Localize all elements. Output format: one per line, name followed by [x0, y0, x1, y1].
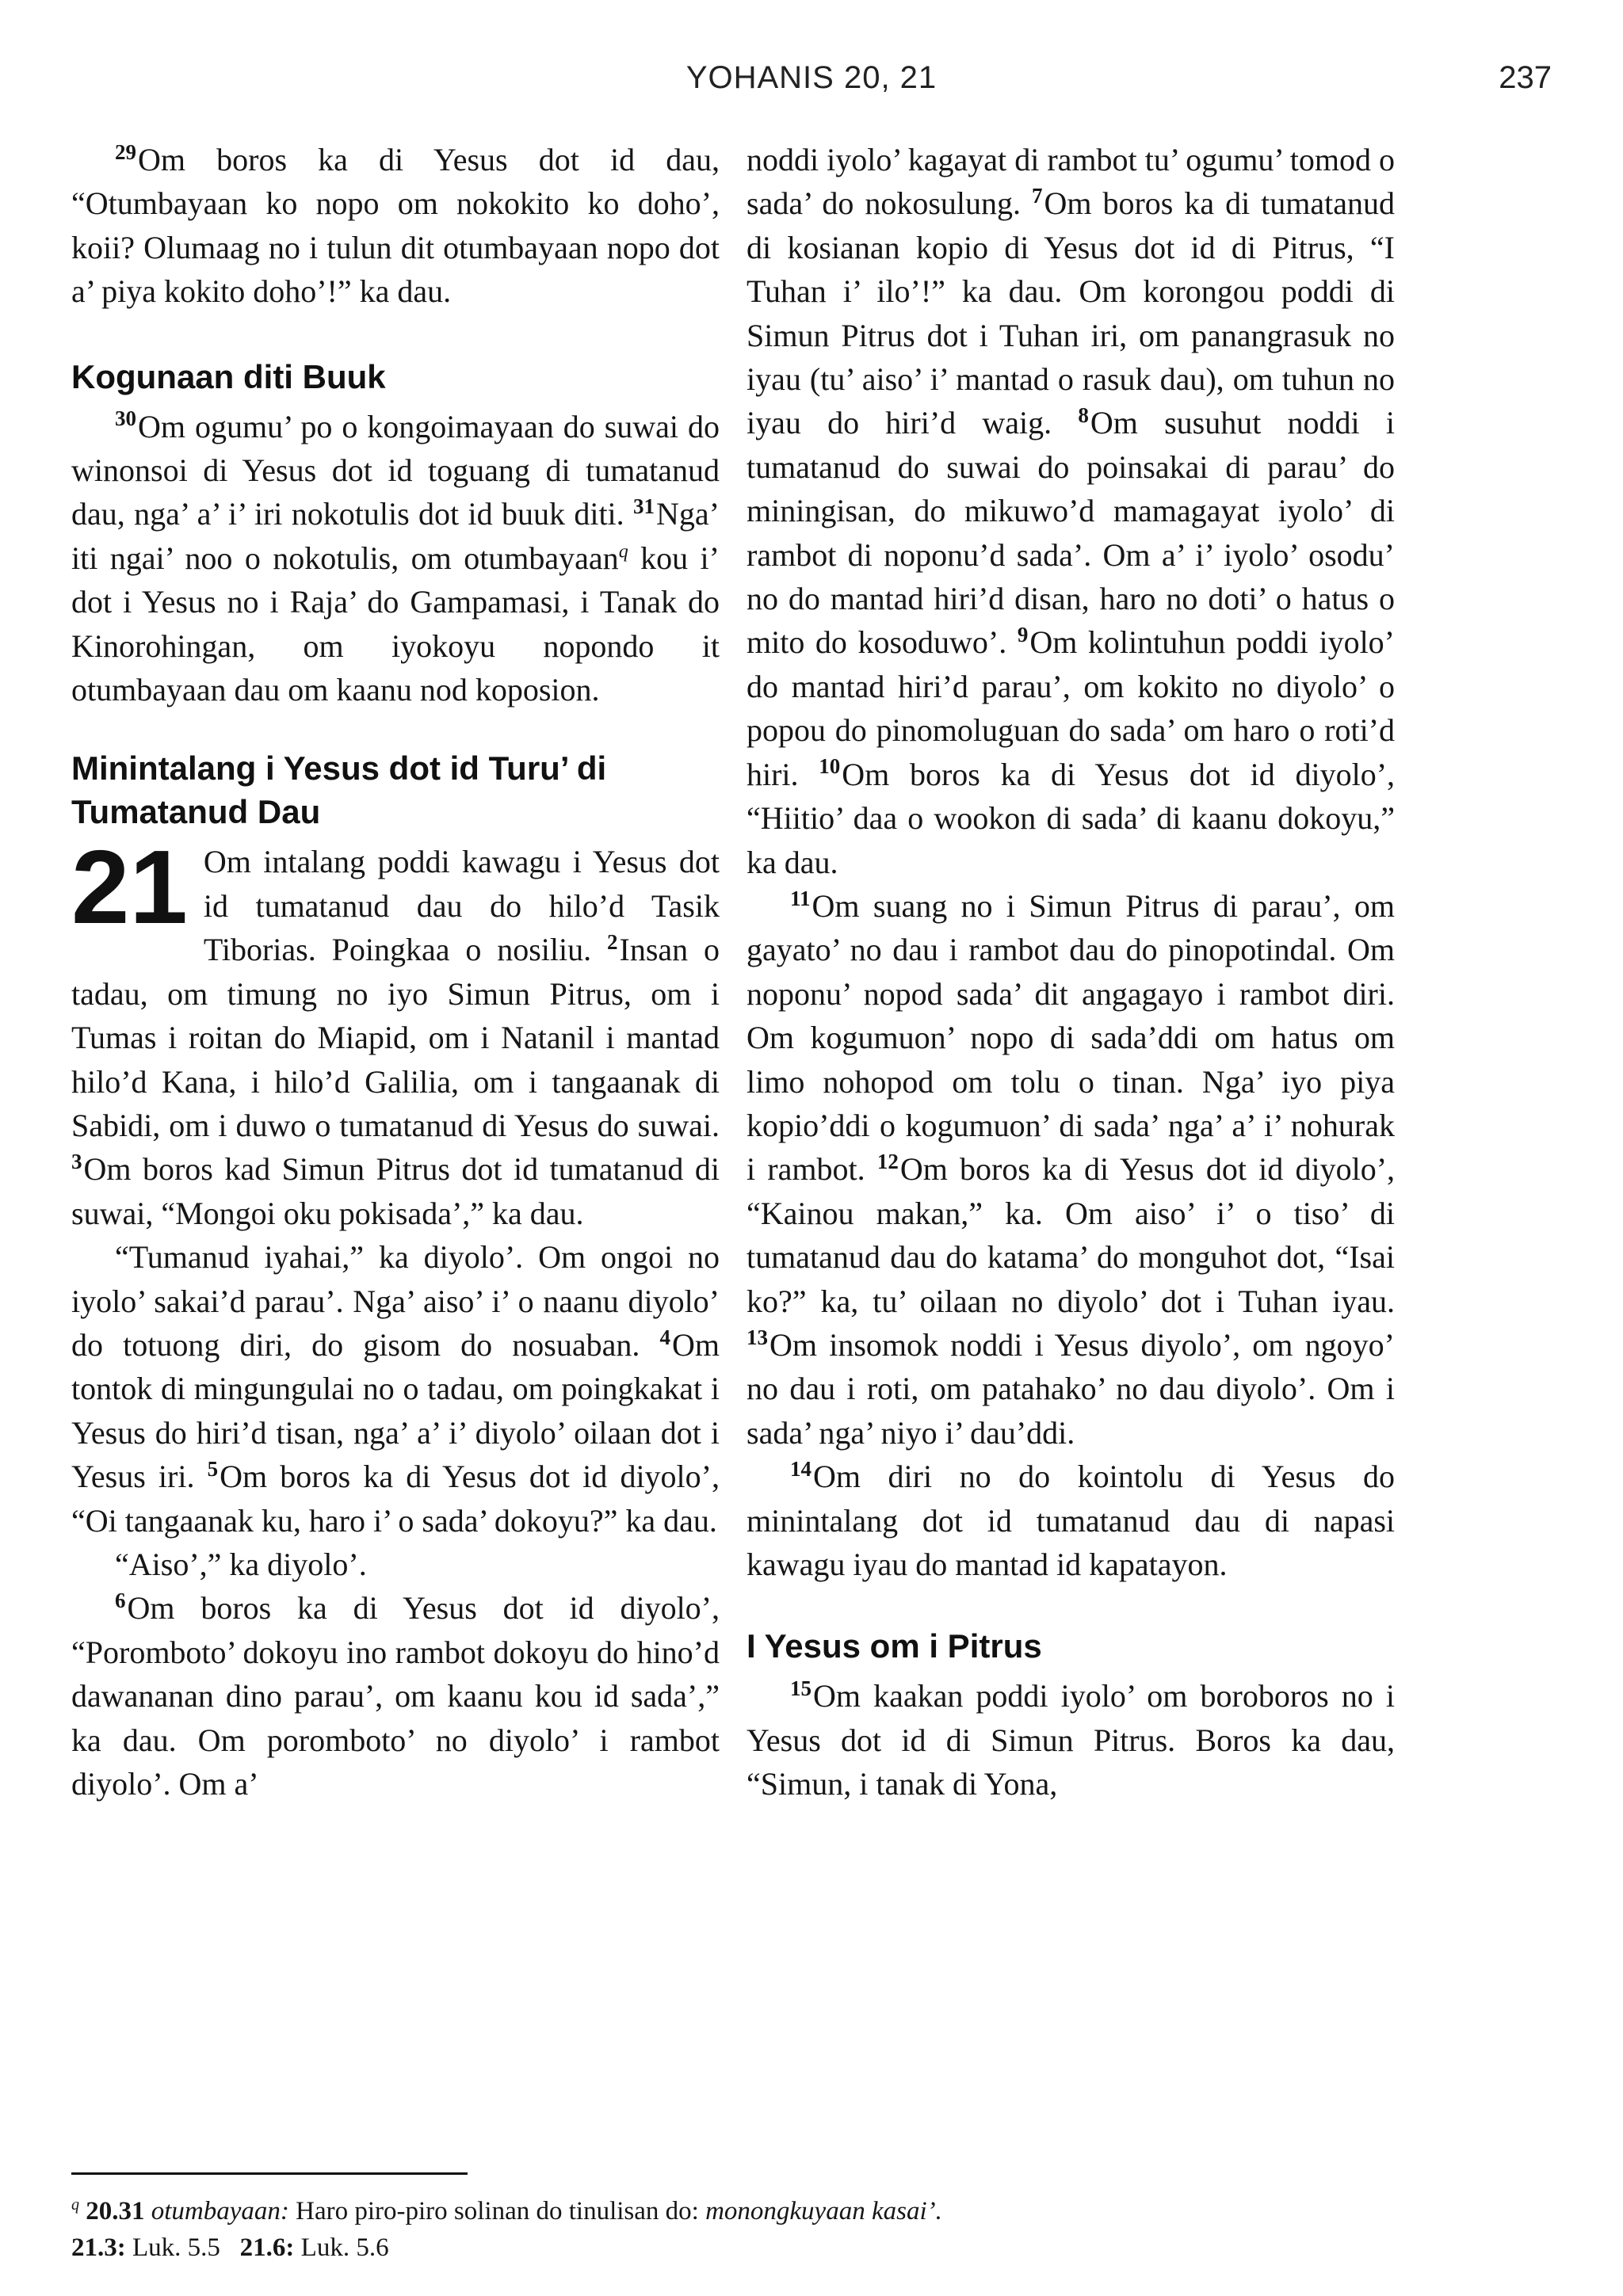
verse-text: Om suang no i Simun Pitrus di parau’, om gayato’ no dau i rambot dau do pinopotindal. Om noponu’ nopod sada’ dit angagayo i rambot diri. Om kogumuon’ nopo di sada’ddi om hatus om limo nohopod om tolu o tinan. Nga’ iyo piya kopio’ddi o kogumuon’ di sada’ nga’ a’ i’ nohurak i rambot. — [747, 887, 1395, 1188]
verse-number: 11 — [790, 886, 811, 910]
verse-text: Om insomok noddi i Yesus diyolo’, om ngoyo’ no dau i roti, om patahako’ no dau diyolo’. Om i sada’ nga’ niyo i’ dau’ddi. — [747, 1326, 1395, 1451]
verse-text: Om susuhut noddi i tumatanud do suwai do poinsakai di parau’ do miningisan, do mikuwo’d mamagayat iyolo’ di rambot di noponu’d sada’. Om a’ i’ iyolo’ osodu’ no do mantad hiri’d disan, haro no doti’ o hatus o mito do kosoduwo’. — [747, 405, 1395, 661]
verse-text: Om intalang poddi kawagu i Yesus dot id tumatanud dau do hilo’d Tasik Tiborias. Poingkaa o nosiliu. — [203, 844, 720, 968]
verse-number: 7 — [1032, 184, 1043, 208]
verse-number: 14 — [790, 1456, 812, 1481]
paragraph-verse-30 — [71, 405, 720, 712]
verse-number: 4 — [659, 1325, 671, 1349]
paragraph-verse-3-cont — [71, 1235, 720, 1543]
verse-text: Om kaakan poddi iyolo’ om boroboros no i Yesus dot id di Simun Pitrus. Boros ka dau, “Simun, i tanak di Yona, — [747, 1678, 1395, 1802]
footnote-marker[interactable]: q — [618, 541, 628, 563]
footnote-line — [71, 2187, 1545, 2229]
verse-text: kou i’ dot i Yesus no i Raja’ do Gampamasi, i Tanak do Kinorohingan, om iyokoyu nopondo it otumbayaan dau om kaanu nod koposion. — [71, 540, 720, 708]
verse-text: Om boros ka di Yesus dot id dau, “Otumbayaan ko nopo om nokokito ko doho’, koii? Olumaag no i tulun dit otumbayaan nopo dot a’ piya kokito doho’!” ka dau. — [71, 142, 720, 310]
verse-number: 13 — [747, 1325, 768, 1349]
paragraph-chapter-start — [71, 829, 720, 1235]
verse-number: 31 — [633, 494, 655, 519]
verse-text: Insan o tadau, om timung no iyo Simun Pitrus, om i Tumas i roitan do Miapid, om i Natanil i mantad hilo’d Kana, i hilo’d Galilia, om i tangaanak di Sabidi, om i duwo o tumatanud di Yesus do suwai. — [71, 932, 720, 1143]
cross-reference[interactable]: 21.3: — [71, 2233, 126, 2262]
chapter-number: 21 — [71, 829, 188, 946]
cross-reference-line — [71, 2229, 1545, 2266]
paragraph-verse-6-cont — [747, 138, 1395, 884]
footnote-mark: q — [71, 2196, 79, 2214]
footnote-divider — [71, 2172, 468, 2175]
verse-text: Om boros ka di Yesus dot id diyolo’, “Hiitio’ daa o wookon di sada’ di kaanu dokoyu,” ka dau. — [747, 756, 1395, 880]
cross-reference-text: Luk. 5.6 — [294, 2233, 389, 2262]
paragraph-verse-5-cont: “Aiso’,” ka diyolo’. — [115, 1546, 367, 1582]
running-head-title: YOHANIS 20, 21 — [685, 60, 938, 95]
verse-number: 6 — [115, 1589, 126, 1613]
verse-number: 29 — [115, 139, 136, 164]
verse-text: Om boros ka di Yesus dot id diyolo’, “Kainou makan,” ka. Om aiso’ i’ o tiso’ di tumatanud dau do katama’ do monguhot dot, “Isai ko?” ka, tu’ oilaan no diyolo’ dot i Tuhan iyau. — [747, 1151, 1395, 1319]
section-heading: I Yesus om i Pitrus — [747, 1627, 1042, 1665]
cross-reference[interactable]: 21.6: — [239, 2233, 295, 2262]
right-column — [747, 138, 1395, 2071]
verse-text: noddi iyolo’ kagayat di rambot tu’ ogumu’ tomod o sada’ do nokosulung. — [747, 142, 1395, 222]
running-head — [71, 60, 1552, 108]
paragraph-verse-15 — [747, 1674, 1395, 1806]
verse-number: 10 — [819, 754, 841, 779]
cross-reference-text: Luk. 5.5 — [125, 2233, 220, 2262]
verse-text: Om boros ka di Yesus dot id diyolo’, “Poromboto’ dokoyu ino rambot dokoyu do hino’d dawananan dino parau’, om kaanu kou id sada’,” ka dau. Om poromboto’ no diyolo’ i rambot diyolo’. Om a’ — [71, 1590, 720, 1802]
verse-text: Om boros ka di tumatanud di kosianan kopio di Yesus dot id di Pitrus, “I Tuhan i’ ilo’!” ka dau. Om korongou poddi di Simun Pitrus dot i Tuhan iri, om panangrasuk no iyau (tu’ aiso’ i’ mantad o rasuk dau), om tuhun no iyau do hiri’d waig. — [747, 185, 1395, 441]
verse-text: Om kolintuhun poddi iyolo’ do mantad hiri’d parau’, om kokito no diyolo’ o popou do pinomoluguan do sada’ om haro o roti’d hiri. — [747, 624, 1395, 792]
footnote-text: Haro piro-piro solinan do tinulisan do: — [288, 2197, 706, 2225]
page-number: 237 — [1499, 60, 1552, 95]
verse-text: Om boros kad Simun Pitrus dot id tumatanud di suwai, “Mongoi oku pokisada’,” ka dau. — [71, 1151, 720, 1231]
verse-number: 2 — [607, 929, 618, 954]
verse-text: “Tumanud iyahai,” ka diyolo’. Om ongoi no iyolo’ sakai’d parau’. Nga’ aiso’ i’ o naanu diyolo’ do totuong diri, do gisom do nosuaban. — [71, 1239, 720, 1363]
verse-text: Om boros ka di Yesus dot id diyolo’, “Oi tangaanak ku, haro i’ o sada’ dokoyu?” ka dau. — [71, 1459, 720, 1539]
section-heading: Minintalang i Yesus dot id Turu’ di Tumatanud Dau — [71, 749, 607, 831]
footnote-gloss: monongkuyaan kasai’. — [705, 2197, 942, 2225]
verse-text: Nga’ iti ngai’ noo o nokotulis, om otumbayaan — [71, 496, 720, 576]
verse-number: 5 — [207, 1456, 219, 1481]
verse-text: Om ogumu’ po o kongoimayaan do suwai do winonsoi di Yesus dot id toguang di tumatanud dau, nga’ a’ i’ iri nokotulis dot id buuk diti. — [71, 408, 720, 532]
footnote-reference: 20.31 — [86, 2197, 145, 2225]
verse-number: 3 — [71, 1149, 82, 1173]
paragraph-verse-29 — [71, 138, 720, 314]
verse-text: Om tontok di mingungulai no o tadau, om poingkakat i Yesus do hiri’d tisan, nga’ a’ i’ diyolo’ oilaan dot i Yesus iri. — [71, 1326, 720, 1495]
footnotes — [71, 2187, 1545, 2266]
verse-number: 30 — [115, 406, 136, 431]
verse-number: 9 — [1017, 623, 1029, 647]
section-heading: Kogunaan diti Buuk — [71, 357, 386, 395]
footnote-term: otumbayaan: — [151, 2197, 289, 2225]
paragraph-verse-14 — [747, 1455, 1395, 1586]
verse-number: 15 — [790, 1676, 812, 1701]
verse-number: 8 — [1078, 403, 1089, 428]
verse-number: 12 — [876, 1150, 899, 1174]
verse-text: Om diri no do kointolu di Yesus do minintalang dot id tumatanud dau di napasi kawagu iyau do mantad id kapatayon. — [747, 1459, 1395, 1582]
paragraph-verse-6 — [71, 1586, 720, 1806]
paragraph-verse-11 — [747, 884, 1395, 1455]
left-column — [71, 138, 720, 2071]
